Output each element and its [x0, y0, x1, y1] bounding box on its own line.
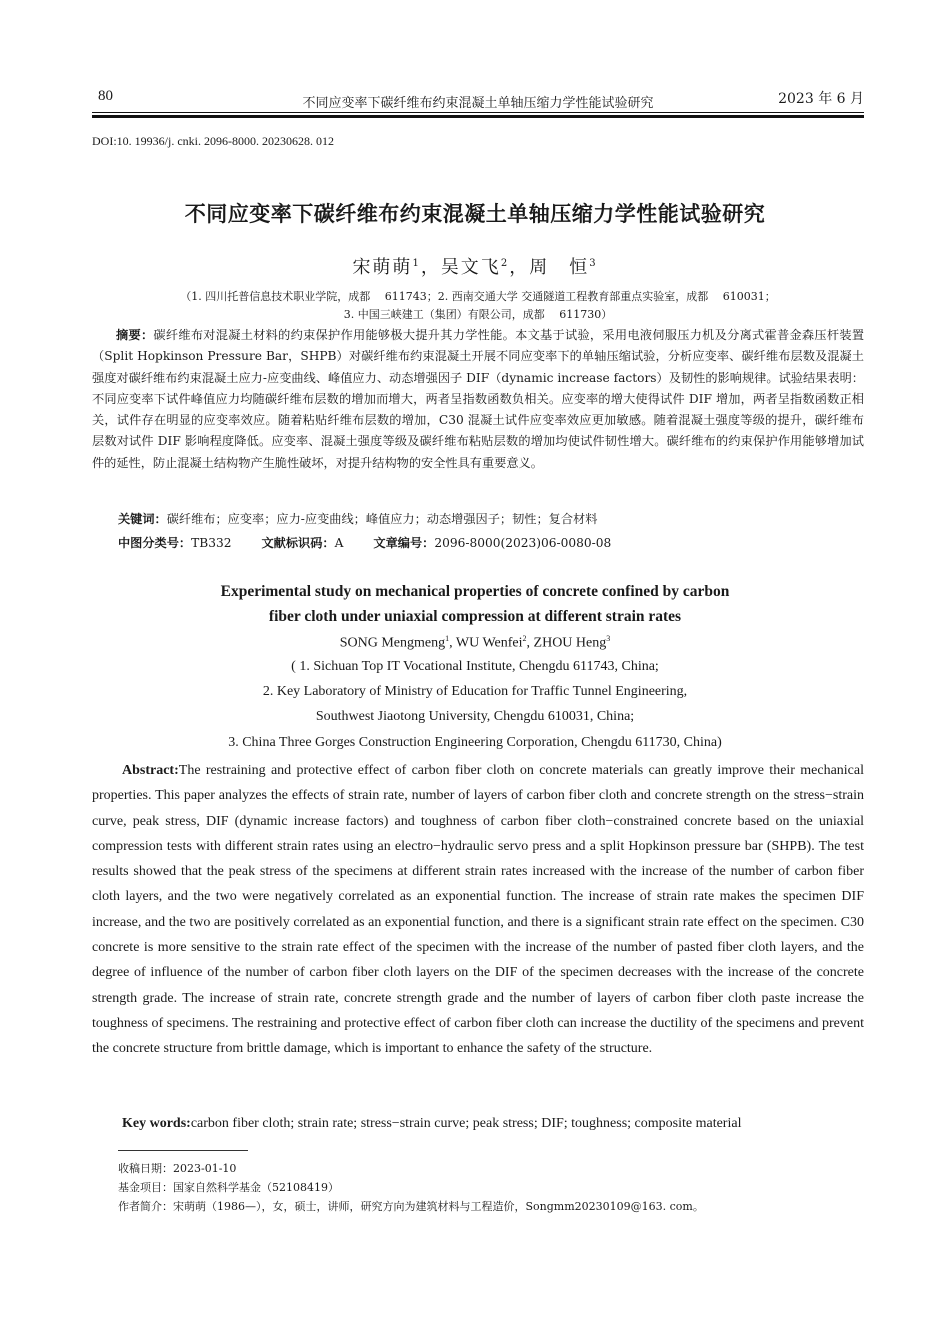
author-separator: ， [509, 257, 530, 278]
author-cn-1-sup: 1 [412, 258, 421, 269]
issue-date: 2023 年 6 月 [778, 91, 864, 107]
abstract-en-text: The restraining and protective effect of carbon fiber cloth on concrete materials can greatly improve their mechanical properties. This paper analyzes the effects of strain rate, number of layers of carbon fiber cloth and concrete strength on the stress−strain curve, peak stress, DIF (dynamic increase factors) and toughness of carbon fiber cloth−constrained concrete based on the uniaxial compression tests with different strain rates using an electro−hydraulic servo press and a split Hopkinson pressure bar (SHPB). The test results showed that the peak stress of the specimens at different strain rates increased with the increase of the number of carbon fiber cloth layers, and the two were negatively correlated as an exponential function. The increase of strain rate makes the specimen DIF increase, and the two are positively correlated as an exponential function, and there is a significant strain rate effect on the specimen. C30 concrete is more sensitive to the strain rate effect of the specimen with the increase of the number of pasted fiber cloth layers, and the degree of influence of the number of carbon fiber cloth layers on the DIF of the specimen decreases with the increase of the concrete strength grade. The increase of strain rate, concrete strength grade and the number of layers of carbon fiber cloth paste increase the toughness of specimens. The restraining and protective effect of carbon fiber cloth can increase the ductility of the specimens and prevent the concrete structure from brittle damage, which is important to enhance the safety of the structure. [92, 763, 864, 1057]
affiliation-en-line-2: 2. Key Laboratory of Ministry of Education for Traffic Tunnel Engineering, [262, 684, 688, 699]
title-chinese: 不同应变率下碳纤维布约束混凝土单轴压缩力学性能试验研究 [184, 202, 766, 226]
footnote-rule [118, 1150, 248, 1151]
abstract-cn-text: 碳纤维布对混凝土材料的约束保护作用能够极大提升其力学性能。本文基于试验，采用电液伺服压力机及分离式霍普金森压杆装置（Split Hopkinson Pressure Bar，SHPB）对碳纤维布约束混凝土开展不同应变率下的单轴压缩试验，分析应变率、碳纤维布层数及混凝土强度对碳纤维布约束混凝土应力-应变曲线、峰值应力、动态增强因子 DIF（dynamic increase factors）及韧性的影响规律。试验结果表明：不同应变率下试件峰值应力均随碳纤维布层数的增加而增大，两者呈指数函数负相关。应变率的增大使得试件 DIF 增加，两者呈指数函数正相关，试件存在明显的应变率效应。随着粘贴纤维布层数的增加，C30 混凝土试件应变率效应更加敏感。随着混凝土强度等级的提升，碳纤维布层数对试件 DIF 影响程度降低。应变率、混凝土强度等级及碳纤维布粘贴层数的增加均使试件韧性增大。碳纤维布的约束保护作用能够增加试件的延性，防止混凝土结构物产生脆性破坏，对提升结构物的安全性具有重要意义。 [92, 328, 865, 470]
author-separator: ， [420, 257, 441, 278]
title-english-line-2: fiber cloth under uniaxial compression at different strain rates [268, 608, 682, 625]
abstract-en-label: Abstract: [122, 763, 179, 778]
affiliation-en-line-4: 3. China Three Gorges Construction Engineering Corporation, Chengdu 611730, China) [228, 735, 722, 750]
author-en-3: ZHOU Heng [533, 635, 607, 651]
running-title: 不同应变率下碳纤维布约束混凝土单轴压缩力学性能试验研究 [302, 96, 654, 111]
keywords-cn-label: 关键词： [118, 512, 167, 526]
keywords-chinese [118, 510, 597, 527]
running-header [92, 86, 864, 110]
abstract-cn-label: 摘要： [116, 328, 154, 342]
footnote-fund: 基金项目：国家自然科学基金（52108419） [118, 1181, 339, 1194]
affiliation-cn-line-2: 3. 中国三峡建工（集团）有限公司，成都 611730） [343, 308, 613, 321]
author-cn-3: 周 恒 [529, 257, 590, 278]
author-en-3-sup: 3 [606, 634, 611, 643]
clc-label: 中图分类号： [118, 536, 192, 550]
author-en-separator: , [526, 635, 534, 651]
author-en-1-sup: 1 [445, 634, 450, 643]
author-en-2-sup: 2 [522, 634, 527, 643]
author-cn-1: 宋萌萌 [352, 257, 413, 278]
article-number-label: 文章编号： [373, 536, 435, 550]
author-cn-2-sup: 2 [500, 258, 510, 269]
page-number: 80 [98, 88, 113, 104]
clc-value: TB332 [191, 536, 232, 550]
authors-chinese [0, 253, 950, 279]
abstract-english [92, 758, 864, 1062]
keywords-english [92, 1111, 864, 1136]
doc-code-value: A [334, 536, 344, 550]
classification-line [118, 534, 611, 551]
author-cn-2: 吴文飞 [440, 257, 501, 278]
keywords-en-label: Key words: [122, 1116, 191, 1131]
header-rule-thin [92, 112, 864, 113]
abstract-chinese [92, 325, 864, 474]
author-en-separator: , [449, 635, 456, 651]
authors-english [0, 634, 950, 652]
affiliation-en-line-3: Southwest Jiaotong University, Chengdu 610031, China; [315, 709, 635, 724]
footnote-received-date: 收稿日期：2023-01-10 [118, 1162, 237, 1175]
title-english-line-1: Experimental study on mechanical properties of concrete confined by carbon [220, 583, 730, 600]
keywords-en-text: carbon fiber cloth; strain rate; stress−strain curve; peak stress; DIF; toughness; composite material [190, 1116, 742, 1131]
header-rule-thick [92, 115, 864, 118]
affiliation-cn-line-1: （1. 四川托普信息技术职业学院，成都 611743；2. 西南交通大学 交通隧道工程教育部重点实验室，成都 610031； [180, 290, 776, 303]
footnote-author-bio: 作者简介：宋萌萌（1986—），女，硕士，讲师，研究方向为建筑材料与工程造价，Songmm20230109@163. com。 [118, 1200, 704, 1213]
doi: DOI:10. 19936/j. cnki. 2096-8000. 20230628. 012 [92, 134, 334, 148]
author-en-1: SONG Mengmeng [339, 635, 446, 651]
author-cn-3-sup: 3 [589, 258, 598, 269]
affiliation-en-line-1: ( 1. Sichuan Top IT Vocational Institute, Chengdu 611743, China; [291, 659, 659, 674]
author-en-2: WU Wenfei [455, 635, 523, 651]
article-number-value: 2096-8000(2023)06-0080-08 [434, 536, 612, 550]
doc-code-label: 文献标识码： [261, 536, 335, 550]
keywords-cn-text: 碳纤维布；应变率；应力-应变曲线；峰值应力；动态增强因子；韧性；复合材料 [166, 512, 598, 526]
